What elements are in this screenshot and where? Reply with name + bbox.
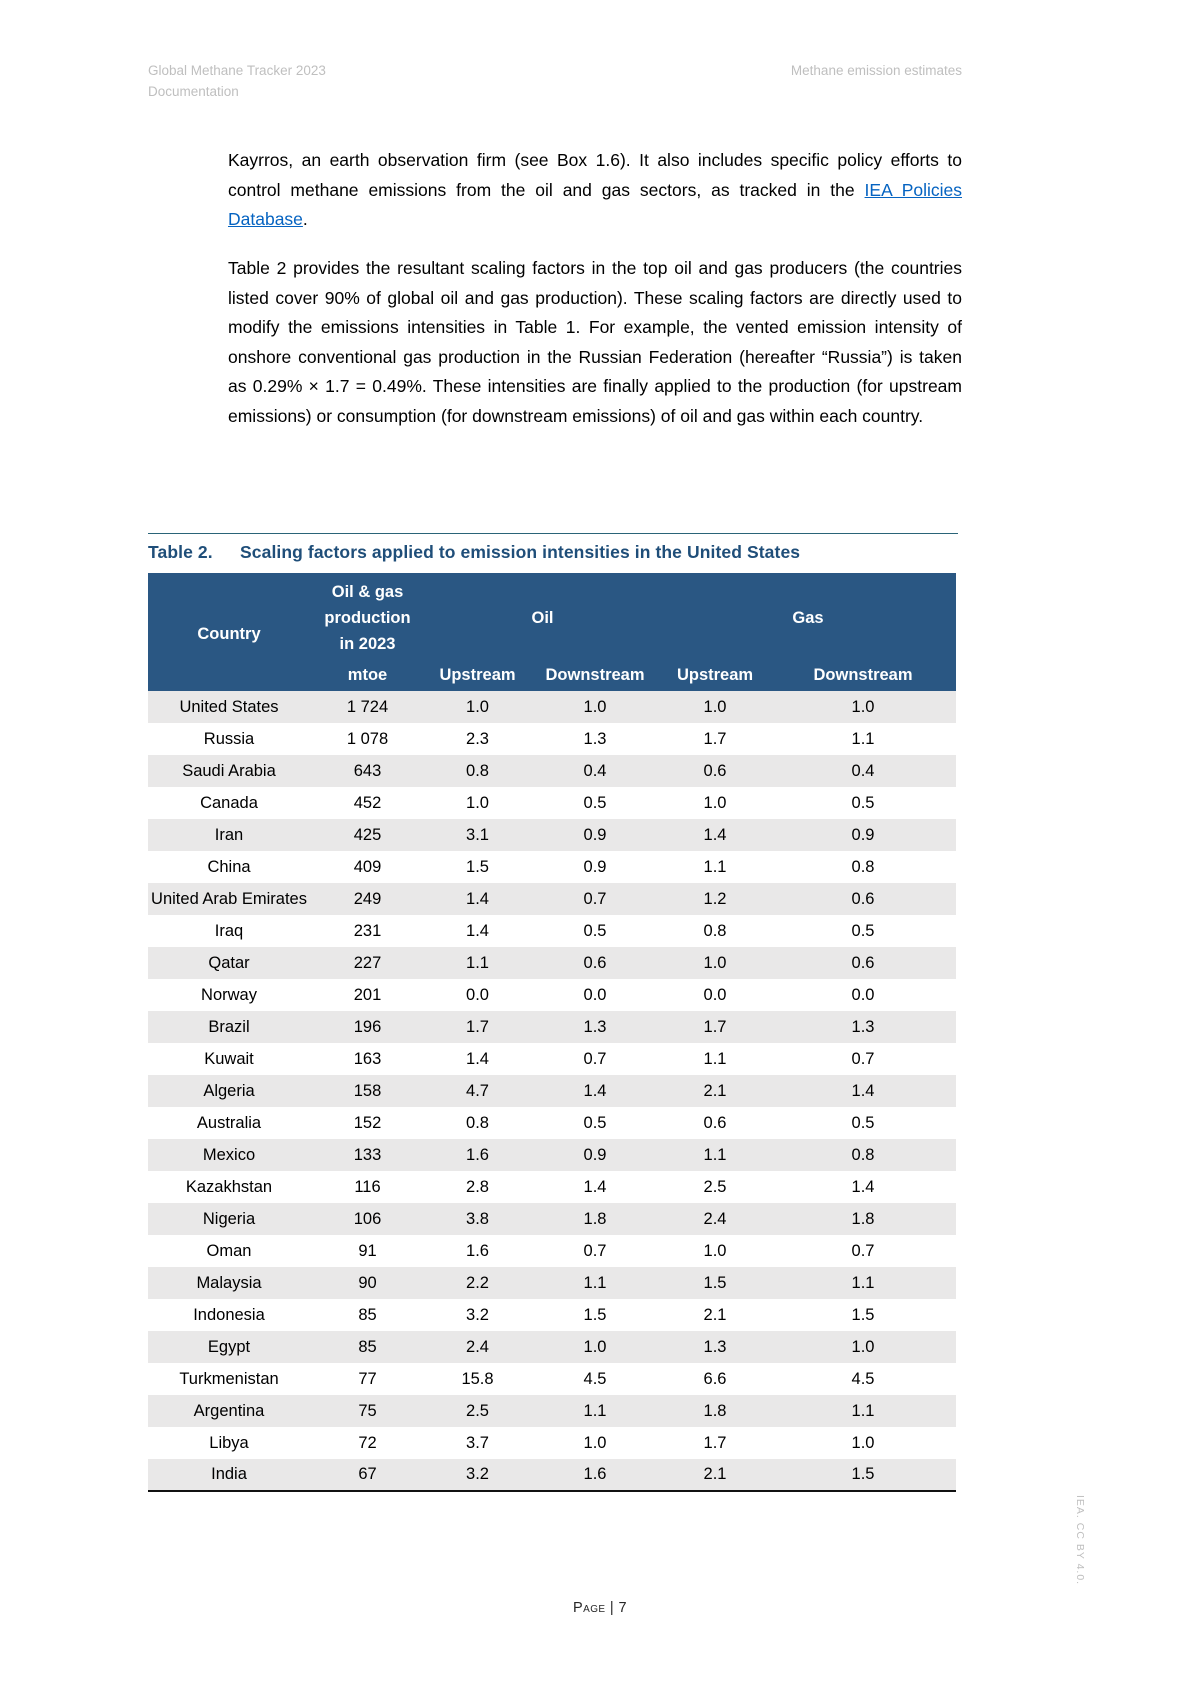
value-cell: 1.4 xyxy=(851,1081,875,1100)
country-cell: Indonesia xyxy=(193,1305,265,1324)
table2-section xyxy=(148,533,958,1492)
value-cell: 2.1 xyxy=(660,1459,770,1491)
value-cell: 3.7 xyxy=(466,1433,489,1452)
value-cell: 2.4 xyxy=(703,1209,727,1228)
value-cell: 3.8 xyxy=(466,1209,489,1228)
table2-label: Table 2. xyxy=(148,542,213,562)
value-cell: 196 xyxy=(353,1017,382,1036)
table-row xyxy=(148,1395,956,1427)
table-row xyxy=(148,1171,956,1203)
col-header-mtoe: mtoe xyxy=(310,658,425,691)
value-cell: 2.5 xyxy=(703,1177,727,1196)
value-cell: 2.1 xyxy=(703,1081,727,1100)
value-cell: 67 xyxy=(310,1459,425,1491)
paragraph-text: . xyxy=(302,209,308,229)
value-cell: 4.5 xyxy=(583,1369,607,1388)
value-cell: 1.5 xyxy=(703,1273,727,1292)
value-cell: 0.7 xyxy=(583,1049,607,1068)
value-cell: 227 xyxy=(353,953,382,972)
value-cell: 3.2 xyxy=(425,1459,530,1491)
header-section-title: Methane emission estimates xyxy=(790,63,962,78)
value-cell: 1.0 xyxy=(583,1337,607,1356)
value-cell: 1.1 xyxy=(703,1049,727,1068)
value-cell: 77 xyxy=(358,1369,377,1388)
value-cell: 0.9 xyxy=(583,857,607,876)
table-row xyxy=(148,755,956,787)
paragraph-table2-description: Table 2 provides the resultant scaling factors in the top oil and gas producers (the countries listed cover 90% of global oil and gas production). These scaling factors are directly used to modify the emissions intensities in Table 1. For example, the vented emission intensity of onshore conventional gas production in the Russian Federation (hereafter “Russia”) is taken as 0.29% × 1.7 = 0.49%. These intensities are finally applied to the production (for upstream emissions) or consumption (for downstream emissions) of oil and gas within each country. xyxy=(228,258,962,426)
value-cell: 0.5 xyxy=(583,1113,607,1132)
table-row xyxy=(148,1139,956,1171)
value-cell: 0.5 xyxy=(851,921,875,940)
table-row xyxy=(148,1235,956,1267)
table-row xyxy=(148,723,956,755)
value-cell: 0.6 xyxy=(703,761,727,780)
value-cell: 1.1 xyxy=(703,1145,727,1164)
value-cell: 452 xyxy=(353,793,382,812)
header-doc-subtitle: Documentation xyxy=(148,84,239,99)
value-cell: 1.0 xyxy=(466,793,489,812)
value-cell: 3.2 xyxy=(466,1305,489,1324)
table-row xyxy=(148,1427,956,1459)
value-cell: 425 xyxy=(353,825,382,844)
country-cell: Oman xyxy=(206,1241,252,1260)
col-header-oil-downstream: Downstream xyxy=(530,658,660,691)
value-cell: 1 078 xyxy=(346,729,389,748)
header-doc-title: Global Methane Tracker 2023 xyxy=(148,63,326,78)
table-row xyxy=(148,1011,956,1043)
value-cell: 0.9 xyxy=(851,825,875,844)
value-cell: 409 xyxy=(353,857,382,876)
value-cell: 1.4 xyxy=(466,1049,489,1068)
table-row xyxy=(148,1331,956,1363)
value-cell: 0.7 xyxy=(583,889,607,908)
table-row xyxy=(148,883,956,915)
value-cell: 0.5 xyxy=(583,921,607,940)
country-cell: United Arab Emirates xyxy=(151,889,307,908)
value-cell: 1.1 xyxy=(703,857,727,876)
country-cell: Mexico xyxy=(202,1145,256,1164)
iea-policies-database-link[interactable]: IEA Policies Database xyxy=(228,179,962,229)
value-cell: 4.7 xyxy=(466,1081,489,1100)
value-cell: 1.5 xyxy=(770,1459,956,1491)
value-cell: 1.1 xyxy=(583,1273,607,1292)
value-cell: 0.7 xyxy=(851,1049,875,1068)
value-cell: 1.5 xyxy=(466,857,489,876)
value-cell: 1.3 xyxy=(703,1337,727,1356)
value-cell: 1.1 xyxy=(583,1401,607,1420)
value-cell: 1.0 xyxy=(851,1433,875,1452)
value-cell: 1.5 xyxy=(583,1305,607,1324)
value-cell: 0.0 xyxy=(703,985,727,1004)
table-row xyxy=(148,947,956,979)
value-cell: 1.4 xyxy=(703,825,727,844)
country-cell: China xyxy=(207,857,251,876)
value-cell: 2.8 xyxy=(466,1177,489,1196)
table2-title xyxy=(148,533,958,563)
value-cell: 0.9 xyxy=(583,1145,607,1164)
country-cell: Kuwait xyxy=(204,1049,254,1068)
value-cell: 1.6 xyxy=(466,1241,489,1260)
value-cell: 1.7 xyxy=(703,1433,727,1452)
value-cell: 75 xyxy=(358,1401,377,1420)
value-cell: 0.9 xyxy=(583,825,607,844)
value-cell: 2.2 xyxy=(466,1273,489,1292)
value-cell: 0.6 xyxy=(851,953,875,972)
col-header-country: Country xyxy=(148,573,310,691)
value-cell: 0.5 xyxy=(583,793,607,812)
value-cell: 1.7 xyxy=(466,1017,489,1036)
col-header-oil-upstream: Upstream xyxy=(425,658,530,691)
value-cell: 1.5 xyxy=(851,1305,875,1324)
value-cell: 2.1 xyxy=(703,1305,727,1324)
value-cell: 1.8 xyxy=(703,1401,727,1420)
country-cell: Egypt xyxy=(207,1337,251,1356)
table-row xyxy=(148,1363,956,1395)
value-cell: 0.4 xyxy=(851,761,875,780)
value-cell: 85 xyxy=(358,1305,377,1324)
value-cell: 1 724 xyxy=(346,697,389,716)
country-cell: Canada xyxy=(200,793,258,812)
value-cell: 6.6 xyxy=(703,1369,727,1388)
table-row xyxy=(148,979,956,1011)
value-cell: 158 xyxy=(353,1081,382,1100)
value-cell: 2.3 xyxy=(466,729,489,748)
value-cell: 231 xyxy=(353,921,382,940)
country-cell: Libya xyxy=(209,1433,249,1452)
country-cell: Brazil xyxy=(208,1017,250,1036)
value-cell: 0.8 xyxy=(851,857,875,876)
value-cell: 2.4 xyxy=(466,1337,489,1356)
value-cell: 90 xyxy=(358,1273,377,1292)
value-cell: 1.0 xyxy=(851,1337,875,1356)
group-header-oil: Oil xyxy=(425,573,660,658)
table-row xyxy=(148,691,956,723)
table-row xyxy=(148,915,956,947)
value-cell: 1.3 xyxy=(851,1017,875,1036)
value-cell: 1.1 xyxy=(851,1273,875,1292)
value-cell: 1.8 xyxy=(583,1209,607,1228)
licence-note: IEA. CC BY 4.0. xyxy=(1074,1495,1086,1586)
value-cell: 2.5 xyxy=(466,1401,489,1420)
value-cell: 249 xyxy=(353,889,382,908)
country-cell: Algeria xyxy=(203,1081,255,1100)
country-cell: Saudi Arabia xyxy=(182,761,276,780)
value-cell: 1.0 xyxy=(583,697,607,716)
value-cell: 1.0 xyxy=(703,697,727,716)
col-header-gas-upstream: Upstream xyxy=(660,658,770,691)
value-cell: 1.8 xyxy=(851,1209,875,1228)
paragraph-text: Kayrros, an earth observation firm (see Box 1.6). It also includes specific policy efforts to control methane emissions from the oil and gas sectors, as tracked in the xyxy=(228,150,962,200)
value-cell: 1.4 xyxy=(851,1177,875,1196)
country-cell: Kazakhstan xyxy=(185,1177,273,1196)
value-cell: 1.6 xyxy=(466,1145,489,1164)
value-cell: 163 xyxy=(353,1049,382,1068)
table-header xyxy=(148,573,956,691)
value-cell: 0.4 xyxy=(583,761,607,780)
value-cell: 0.7 xyxy=(583,1241,607,1260)
value-cell: 4.5 xyxy=(851,1369,875,1388)
table-row xyxy=(148,851,956,883)
table-row xyxy=(148,1267,956,1299)
value-cell: 1.1 xyxy=(466,953,489,972)
country-cell: Nigeria xyxy=(202,1209,256,1228)
value-cell: 201 xyxy=(353,985,382,1004)
country-cell: Argentina xyxy=(193,1401,265,1420)
value-cell: 1.4 xyxy=(583,1177,607,1196)
col-header-production: Oil & gas production in 2023 xyxy=(310,573,425,658)
value-cell: 0.8 xyxy=(466,761,489,780)
group-header-gas: Gas xyxy=(660,573,956,658)
table-row xyxy=(148,1299,956,1331)
value-cell: 72 xyxy=(358,1433,377,1452)
value-cell: 0.0 xyxy=(851,985,875,1004)
value-cell: 1.1 xyxy=(851,1401,875,1420)
value-cell: 1.3 xyxy=(583,729,607,748)
value-cell: 152 xyxy=(353,1113,382,1132)
country-cell: Qatar xyxy=(208,953,250,972)
value-cell: 1.1 xyxy=(851,729,875,748)
value-cell: 0.6 xyxy=(851,889,875,908)
country-cell: United States xyxy=(179,697,279,716)
value-cell: 643 xyxy=(353,761,382,780)
country-cell: Russia xyxy=(203,729,255,748)
value-cell: 1.7 xyxy=(703,729,727,748)
value-cell: 1.4 xyxy=(466,921,489,940)
value-cell: 0.5 xyxy=(851,1113,875,1132)
page-number: Page | 7 xyxy=(573,1600,627,1616)
value-cell: 1.7 xyxy=(703,1017,727,1036)
value-cell: 0.5 xyxy=(851,793,875,812)
value-cell: 1.3 xyxy=(583,1017,607,1036)
value-cell: 0.0 xyxy=(466,985,489,1004)
value-cell: 1.0 xyxy=(851,697,875,716)
col-header-gas-downstream: Downstream xyxy=(770,658,956,691)
header-left xyxy=(148,60,326,102)
value-cell: 1.4 xyxy=(466,889,489,908)
table-row xyxy=(148,1459,956,1491)
value-cell: 106 xyxy=(353,1209,382,1228)
value-cell: 1.2 xyxy=(703,889,727,908)
country-cell: India xyxy=(148,1459,310,1491)
scaling-factors-table xyxy=(148,573,956,1492)
header-row-groups xyxy=(148,573,956,658)
value-cell: 15.8 xyxy=(461,1369,494,1388)
country-cell: Australia xyxy=(196,1113,262,1132)
table-row xyxy=(148,1043,956,1075)
value-cell: 1.0 xyxy=(703,1241,727,1260)
paragraph-kayrros xyxy=(228,146,962,235)
value-cell: 0.7 xyxy=(851,1241,875,1260)
country-cell: Turkmenistan xyxy=(179,1369,279,1388)
value-cell: 0.8 xyxy=(703,921,727,940)
country-cell: Iraq xyxy=(214,921,244,940)
value-cell: 1.0 xyxy=(466,697,489,716)
value-cell: 1.0 xyxy=(703,793,727,812)
table-row xyxy=(148,819,956,851)
value-cell: 91 xyxy=(358,1241,377,1260)
table-body xyxy=(148,691,956,1491)
value-cell: 0.6 xyxy=(703,1113,727,1132)
country-cell: Iran xyxy=(214,825,244,844)
value-cell: 116 xyxy=(354,1177,381,1196)
value-cell: 0.0 xyxy=(583,985,607,1004)
page-header xyxy=(148,60,962,102)
table-row xyxy=(148,1107,956,1139)
value-cell: 85 xyxy=(358,1337,377,1356)
value-cell: 133 xyxy=(353,1145,382,1164)
value-cell: 1.6 xyxy=(530,1459,660,1491)
country-cell: Norway xyxy=(201,985,257,1004)
value-cell: 0.8 xyxy=(466,1113,489,1132)
table-row xyxy=(148,787,956,819)
value-cell: 0.8 xyxy=(851,1145,875,1164)
value-cell: 1.4 xyxy=(583,1081,607,1100)
country-cell: Malaysia xyxy=(196,1273,262,1292)
value-cell: 1.0 xyxy=(703,953,727,972)
value-cell: 3.1 xyxy=(466,825,489,844)
value-cell: 1.0 xyxy=(583,1433,607,1452)
value-cell: 0.6 xyxy=(583,953,607,972)
table2-caption: Scaling factors applied to emission intensities in the United States xyxy=(240,542,801,562)
table-row xyxy=(148,1203,956,1235)
table-row xyxy=(148,1075,956,1107)
